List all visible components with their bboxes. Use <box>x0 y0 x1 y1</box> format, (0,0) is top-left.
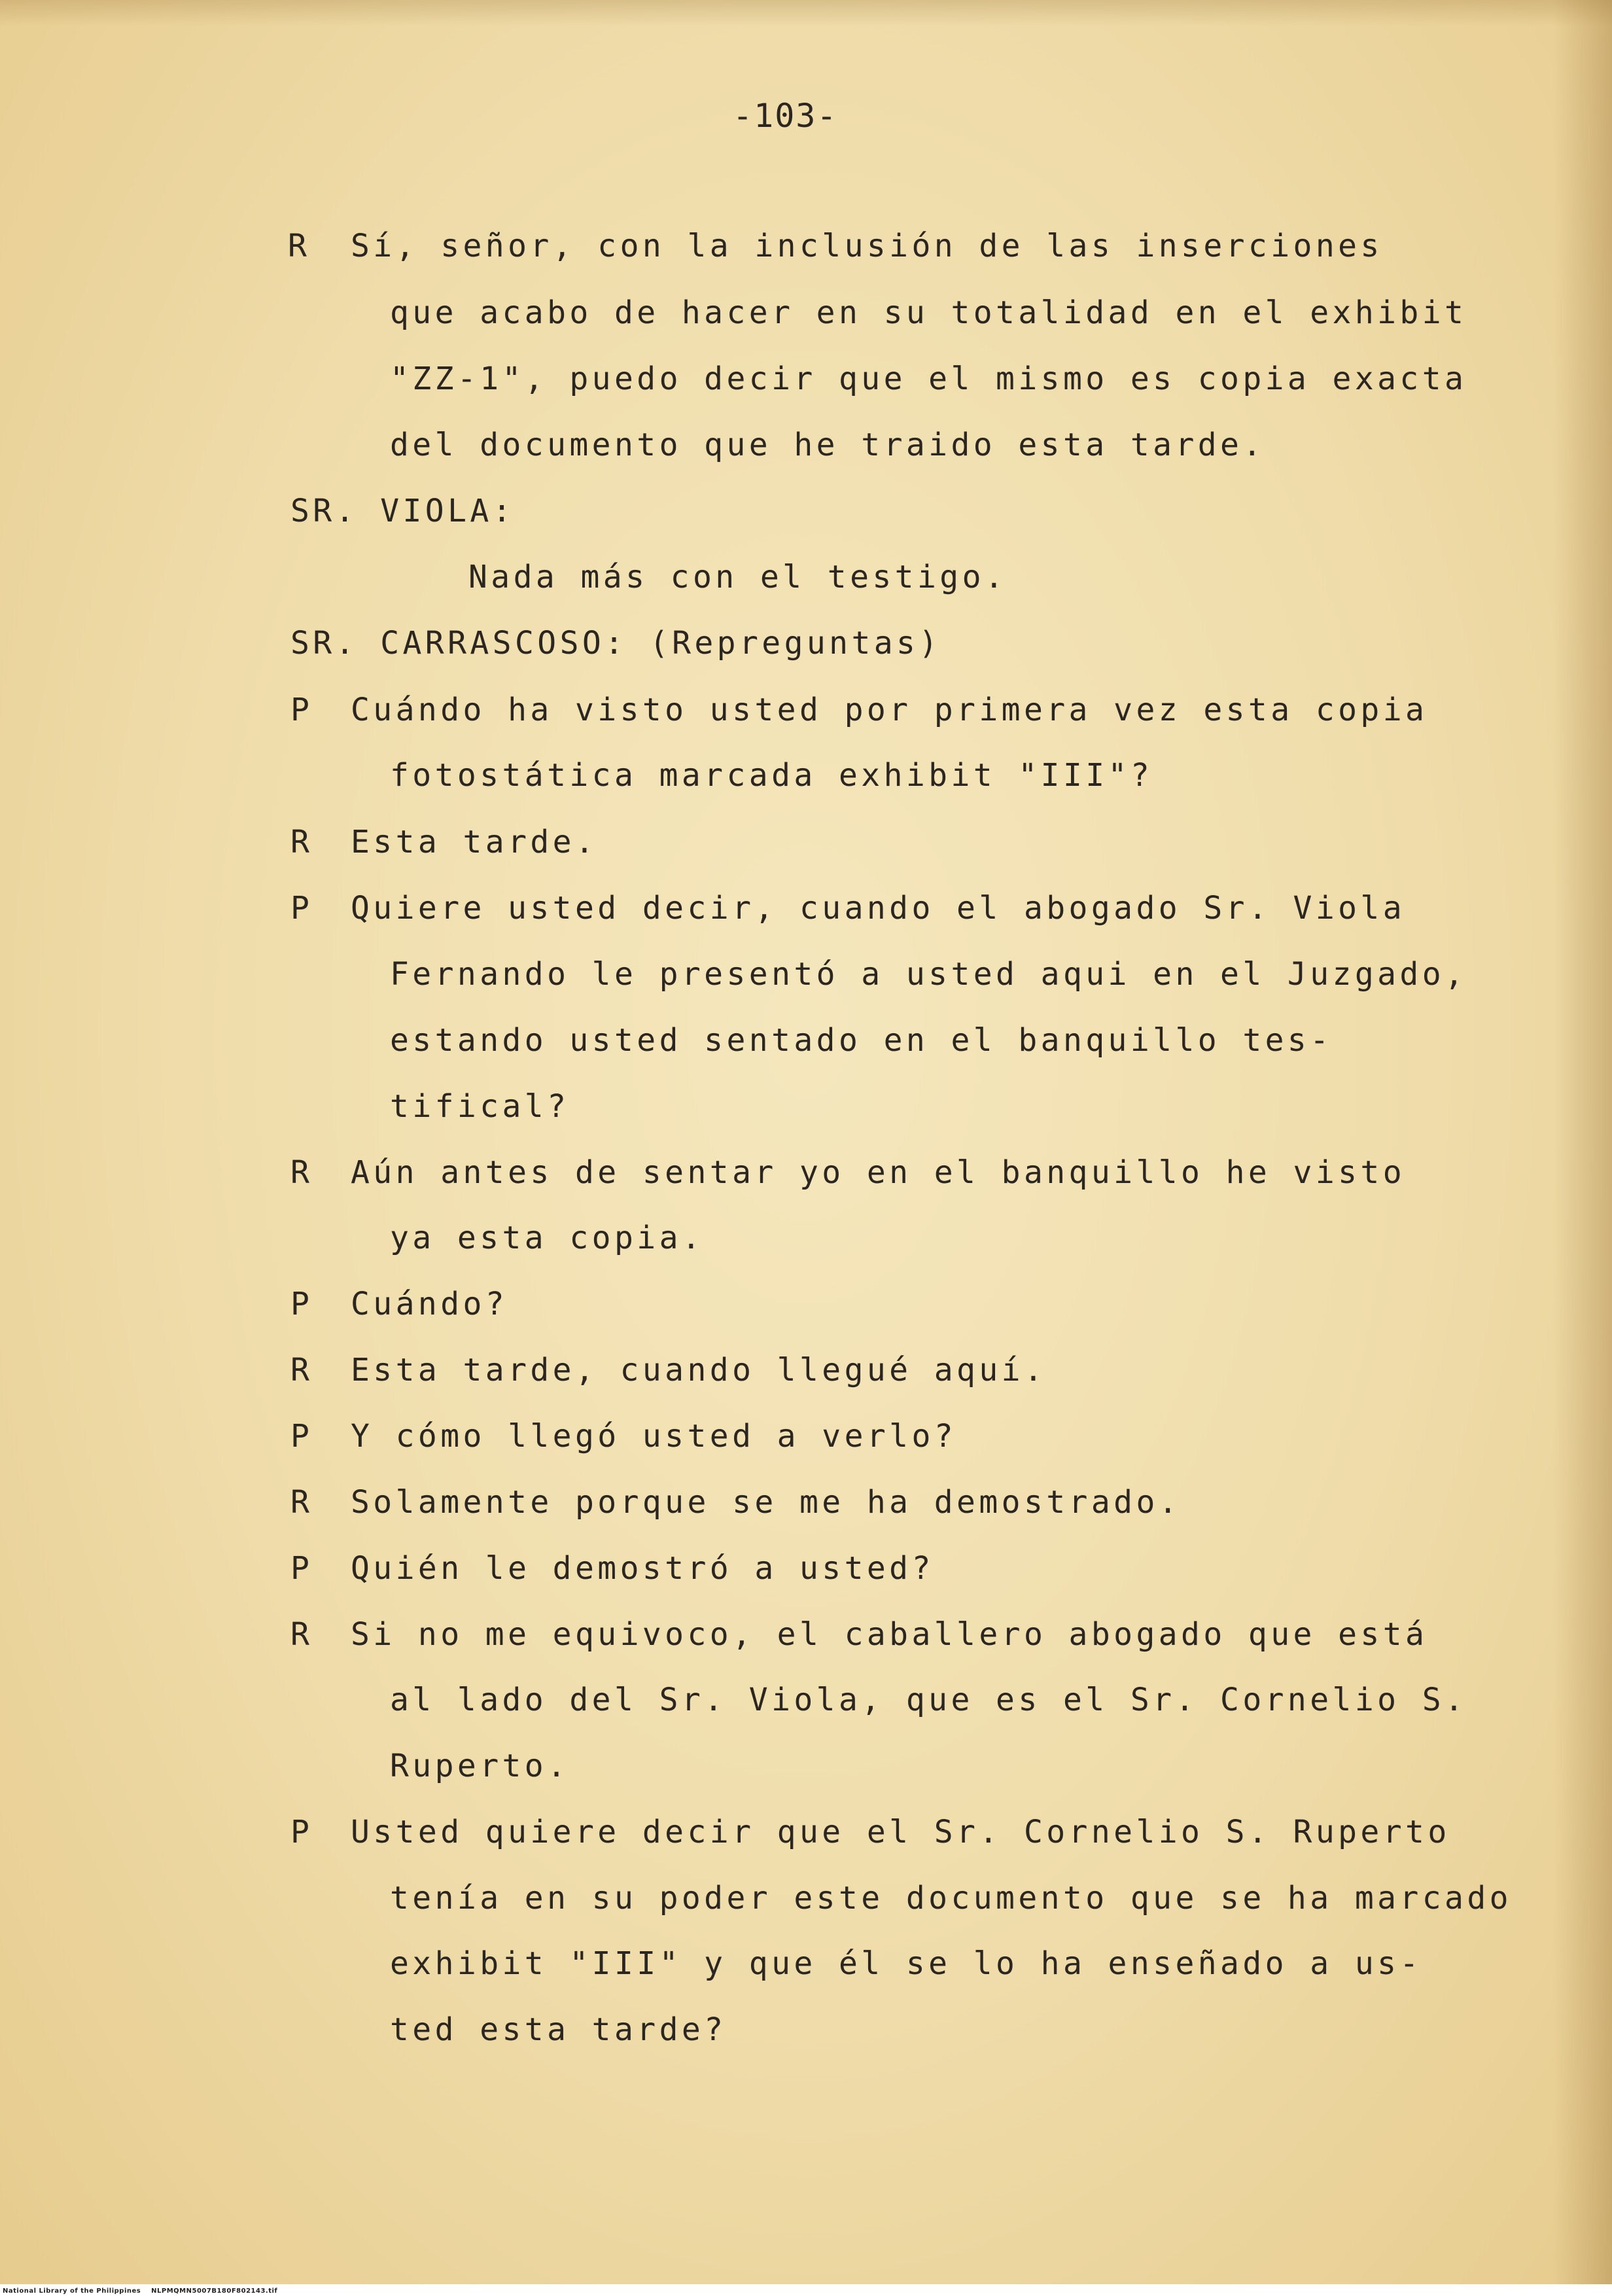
transcript-line: Fernando le presentó a usted aqui en el Juzgado, <box>390 956 1467 993</box>
transcript-line: que acabo de hacer en su totalidad en el exhibit <box>390 294 1467 331</box>
speaker-marker: P <box>290 1550 313 1587</box>
transcript-line: Cuándo ha visto usted por primera vez esta copia <box>351 692 1428 728</box>
speaker-heading: SR. VIOLA: <box>290 493 515 529</box>
transcript-line: estando usted sentado en el banquillo tes- <box>390 1022 1333 1059</box>
speaker-marker: R <box>290 1352 313 1388</box>
transcript-line: Y cómo llegó usted a verlo? <box>351 1418 957 1455</box>
transcript-line: Si no me equivoco, el caballero abogado que está <box>351 1616 1428 1653</box>
page-number: -103- <box>733 97 838 135</box>
transcript-line: Quiere usted decir, cuando el abogado Sr. Viola <box>351 890 1406 927</box>
transcript-line: ya esta copia. <box>390 1220 705 1256</box>
page-edge-shadow <box>1553 0 1612 2296</box>
speaker-marker: R <box>290 824 313 860</box>
transcript-line: Esta tarde. <box>351 824 598 860</box>
speaker-marker: P <box>290 1814 313 1850</box>
transcript-line: Nada más con el testigo. <box>468 559 1008 595</box>
speaker-marker: R <box>290 1616 313 1653</box>
scan-footer-caption: National Library of the Philippines NLPMQMN5007B180F802143.tif <box>3 2287 278 2295</box>
speaker-marker: P <box>290 1418 313 1455</box>
transcript-line: Aún antes de sentar yo en el banquillo he visto <box>351 1154 1406 1191</box>
transcript-line: Usted quiere decir que el Sr. Cornelio S. Ruperto <box>351 1814 1450 1850</box>
transcript-line: Cuándo? <box>351 1286 508 1322</box>
speaker-marker: P <box>290 692 313 728</box>
page-top-shadow <box>0 0 1612 26</box>
speaker-marker: R <box>290 1154 313 1191</box>
transcript-line: fotostática marcada exhibit "III"? <box>390 757 1153 794</box>
speaker-marker: R <box>290 1484 313 1521</box>
speaker-marker: P <box>290 1286 313 1322</box>
transcript-line: "ZZ-1", puedo decir que el mismo es copia exacta <box>390 361 1467 397</box>
transcript-line: Sí, señor, con la inclusión de las inserciones <box>351 228 1383 264</box>
transcript-line: Ruperto. <box>390 1748 570 1784</box>
transcript-line: al lado del Sr. Viola, que es el Sr. Cornelio S. <box>390 1682 1467 1718</box>
transcript-line: exhibit "III" y que él se lo ha enseñado a us- <box>390 1945 1422 1982</box>
transcript-line: ted esta tarde? <box>390 2011 727 2048</box>
speaker-marker: R <box>288 228 311 264</box>
transcript-line: tenía en su poder este documento que se ha marcado <box>390 1880 1512 1916</box>
transcript-line: Esta tarde, cuando llegué aquí. <box>351 1352 1047 1388</box>
speaker-marker: P <box>290 890 313 927</box>
transcript-line: Solamente porque se me ha demostrado. <box>351 1484 1182 1521</box>
transcript-line: tifical? <box>390 1088 570 1125</box>
transcript-line: Quién le demostró a usted? <box>351 1550 934 1587</box>
speaker-heading: SR. CARRASCOSO: (Repreguntas) <box>290 625 941 662</box>
transcript-line: del documento que he traido esta tarde. <box>390 427 1265 463</box>
